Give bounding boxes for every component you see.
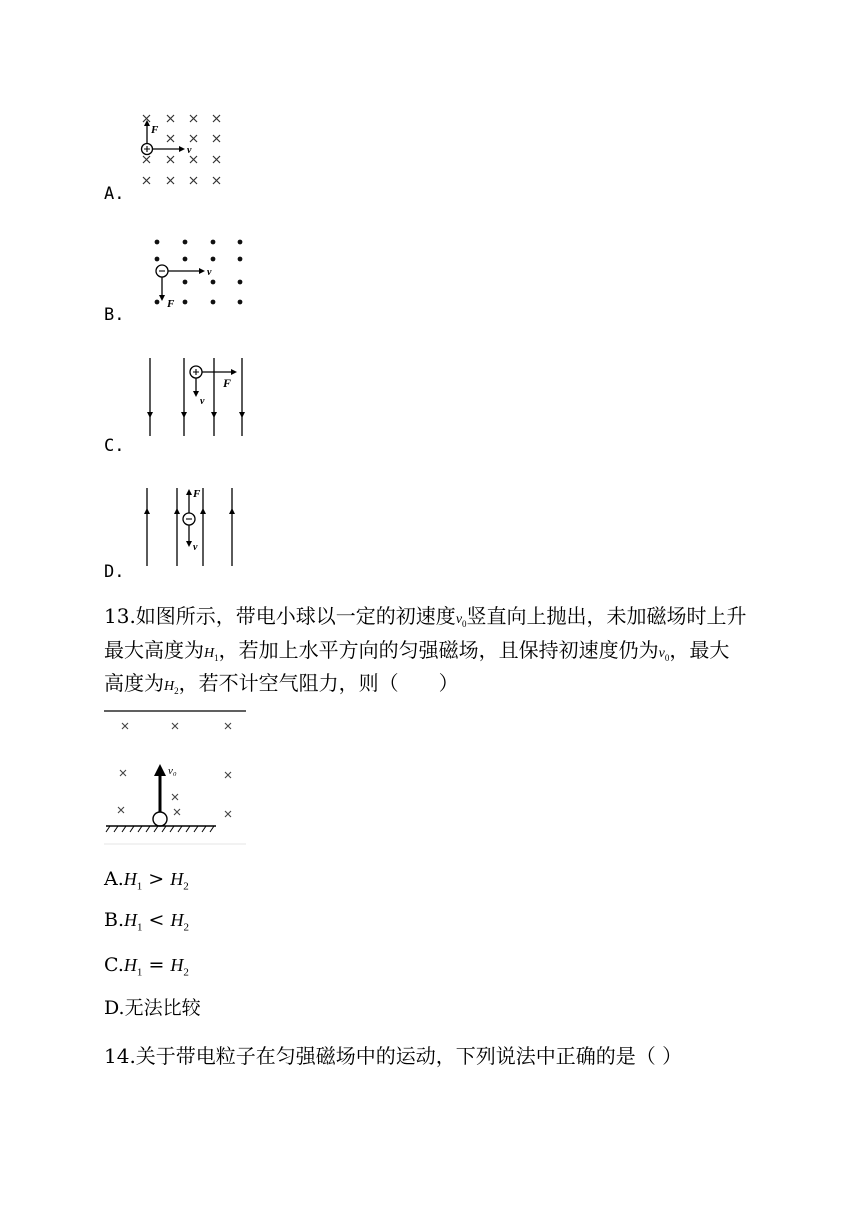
force-arrow-right: [231, 369, 237, 375]
answer-c[interactable]: $C.H_1 = H_2$: [104, 954, 189, 979]
answer-d[interactable]: D.无法比较: [104, 997, 201, 1019]
initial-velocity-label: v₀: [168, 765, 177, 777]
velocity-arrow-right: [199, 268, 205, 274]
force-arrow-up: [186, 489, 192, 495]
answer-a[interactable]: $A.H_1 > H_2$: [104, 868, 189, 893]
force-label: F: [167, 298, 175, 310]
ground-hatch: [106, 826, 214, 832]
initial-velocity-arrow: [154, 764, 166, 776]
force-label: F: [223, 376, 232, 390]
symbol-v0: $v_0$: [658, 646, 670, 663]
velocity-arrow-right: [179, 146, 185, 152]
question-13-line-2: 最大高度为$H_1$，若加上水平方向的匀强磁场，且保持初速度仍为$v_0$，最大: [104, 638, 730, 663]
question-13-text: 13.如图所示，带电小球以一定的初速度: [104, 604, 456, 628]
velocity-label: v: [187, 145, 192, 156]
option-c-figure: [142, 356, 248, 438]
velocity-label: v: [200, 396, 205, 407]
symbol-h1: $H_1$: [204, 646, 219, 663]
symbol-v0: $v_0$: [455, 612, 467, 629]
option-c-label: C.: [104, 436, 125, 456]
charged-ball: [153, 812, 167, 826]
force-label: F: [151, 124, 159, 136]
option-a-label: A.: [104, 184, 125, 204]
velocity-arrow-down: [186, 541, 192, 547]
question-13-figure: [104, 708, 248, 846]
answer-b[interactable]: $B.H_1 < H_2$: [104, 909, 190, 934]
option-a-figure: [138, 110, 230, 190]
option-b-figure: [146, 230, 250, 312]
question-13-line-3: 高度为$H_2$，若不计空气阻力，则（ ）: [104, 671, 459, 696]
question-14-text: 14.关于带电粒子在匀强磁场中的运动，下列说法中正确的是（ ）: [104, 1044, 683, 1068]
force-arrow-down: [159, 295, 165, 301]
velocity-arrow-down: [193, 391, 199, 397]
option-b-label: B.: [104, 305, 125, 325]
velocity-label: v: [207, 267, 212, 278]
option-d-figure: [142, 484, 240, 570]
option-d-label: D.: [104, 562, 125, 582]
force-label: F: [193, 488, 201, 500]
question-13-line-1: 13.如图所示，带电小球以一定的初速度$v_0$竖直向上抛出，未加磁场时上升: [104, 604, 747, 629]
symbol-h2: $H_2$: [164, 679, 179, 696]
velocity-label: v: [193, 542, 198, 553]
